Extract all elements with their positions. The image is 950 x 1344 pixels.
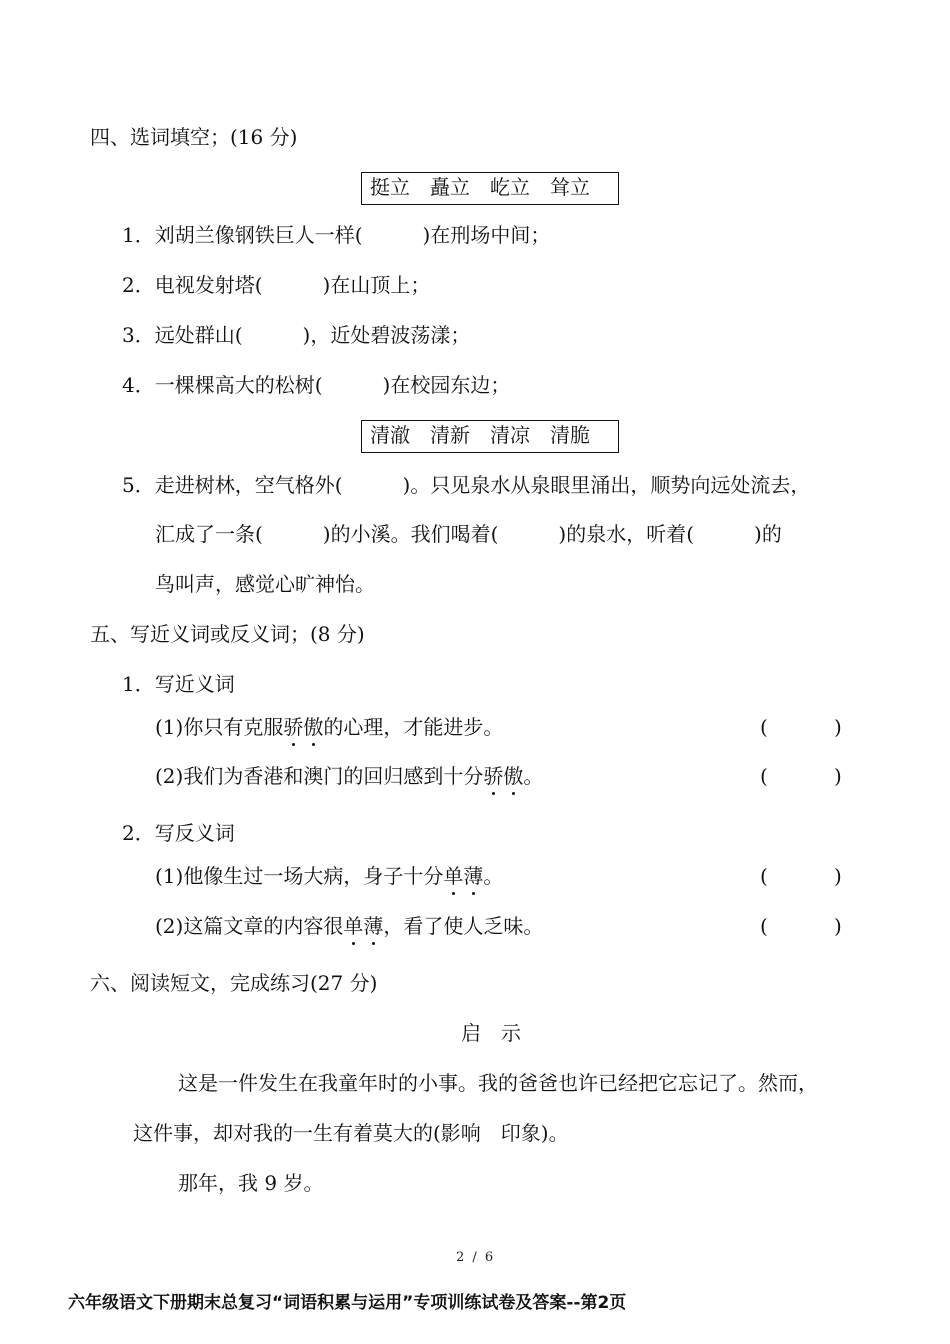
synonym-item-2: (2)我们为香港和澳门的回归感到十分骄傲。 xyxy=(155,764,544,788)
emphasis-dot-char: 骄 xyxy=(283,715,304,739)
section6-title: 六、阅读短文，完成练习(27 分) xyxy=(90,971,378,995)
section5-title: 五、写近义词或反义词；(8 分) xyxy=(90,622,365,646)
question-4-4: 4．一棵棵高大的松树( )在校园东边； xyxy=(122,373,511,397)
question-4-5-line2: 汇成了一条( )的小溪。我们喝着( )的泉水，听着( )的 xyxy=(155,522,782,546)
article-paragraph-1-line1: 这是一件发生在我童年时的小事。我的爸爸也许已经把它忘记了。然而， xyxy=(178,1071,818,1095)
answer-paren-close: ) xyxy=(834,764,842,788)
emphasis-dot-char: 薄 xyxy=(363,914,384,938)
question-4-5-line1: 5．走进树林，空气格外( )。只见泉水从泉眼里涌出，顺势向远处流去， xyxy=(122,473,811,497)
answer-paren-open: ( xyxy=(760,864,768,888)
answer-paren-close: ) xyxy=(834,864,842,888)
answer-paren-close: ) xyxy=(834,914,842,938)
antonym-item-1: (1)他像生过一场大病，身子十分单薄。 xyxy=(155,864,504,888)
emphasis-dot-char: 薄 xyxy=(463,864,484,888)
question-4-1: 1．刘胡兰像钢铁巨人一样( )在刑场中间； xyxy=(122,223,551,247)
page-number: 2 / 6 xyxy=(456,1250,496,1265)
question-4-2: 2．电视发射塔( )在山顶上； xyxy=(122,273,431,297)
antonym-subheading: 2．写反义词 xyxy=(122,821,235,845)
answer-paren-open: ( xyxy=(760,764,768,788)
answer-paren-close: ) xyxy=(834,715,842,739)
document-footer: 六年级语文下册期末总复习“词语积累与运用”专项训练试卷及答案--第2页 xyxy=(68,1293,627,1313)
emphasis-dot-char: 单 xyxy=(343,914,364,938)
question-4-5-line3: 鸟叫声，感觉心旷神怡。 xyxy=(155,572,375,596)
question-4-3: 3．远处群山( )，近处碧波荡漾； xyxy=(122,323,471,347)
article-paragraph-1-line2: 这件事，却对我的一生有着莫大的(影响 印象)。 xyxy=(133,1121,569,1145)
synonym-subheading: 1．写近义词 xyxy=(122,672,235,696)
synonym-item-1: (1)你只有克服骄傲的心理，才能进步。 xyxy=(155,715,504,739)
antonym-item-2: (2)这篇文章的内容很单薄，看了使人乏味。 xyxy=(155,914,544,938)
emphasis-dot-char: 傲 xyxy=(503,764,524,788)
answer-paren-open: ( xyxy=(760,914,768,938)
answer-paren-open: ( xyxy=(760,715,768,739)
word-choice-box-1: 挺立 矗立 屹立 耸立 xyxy=(361,172,619,205)
emphasis-dot-char: 骄 xyxy=(483,764,504,788)
article-title: 启 示 xyxy=(461,1021,521,1045)
emphasis-dot-char: 单 xyxy=(443,864,464,888)
article-paragraph-2: 那年，我 9 岁。 xyxy=(178,1171,324,1195)
emphasis-dot-char: 傲 xyxy=(303,715,324,739)
word-choice-box-2: 清澈 清新 清凉 清脆 xyxy=(361,420,619,453)
section4-title: 四、选词填空；(16 分) xyxy=(90,125,298,149)
